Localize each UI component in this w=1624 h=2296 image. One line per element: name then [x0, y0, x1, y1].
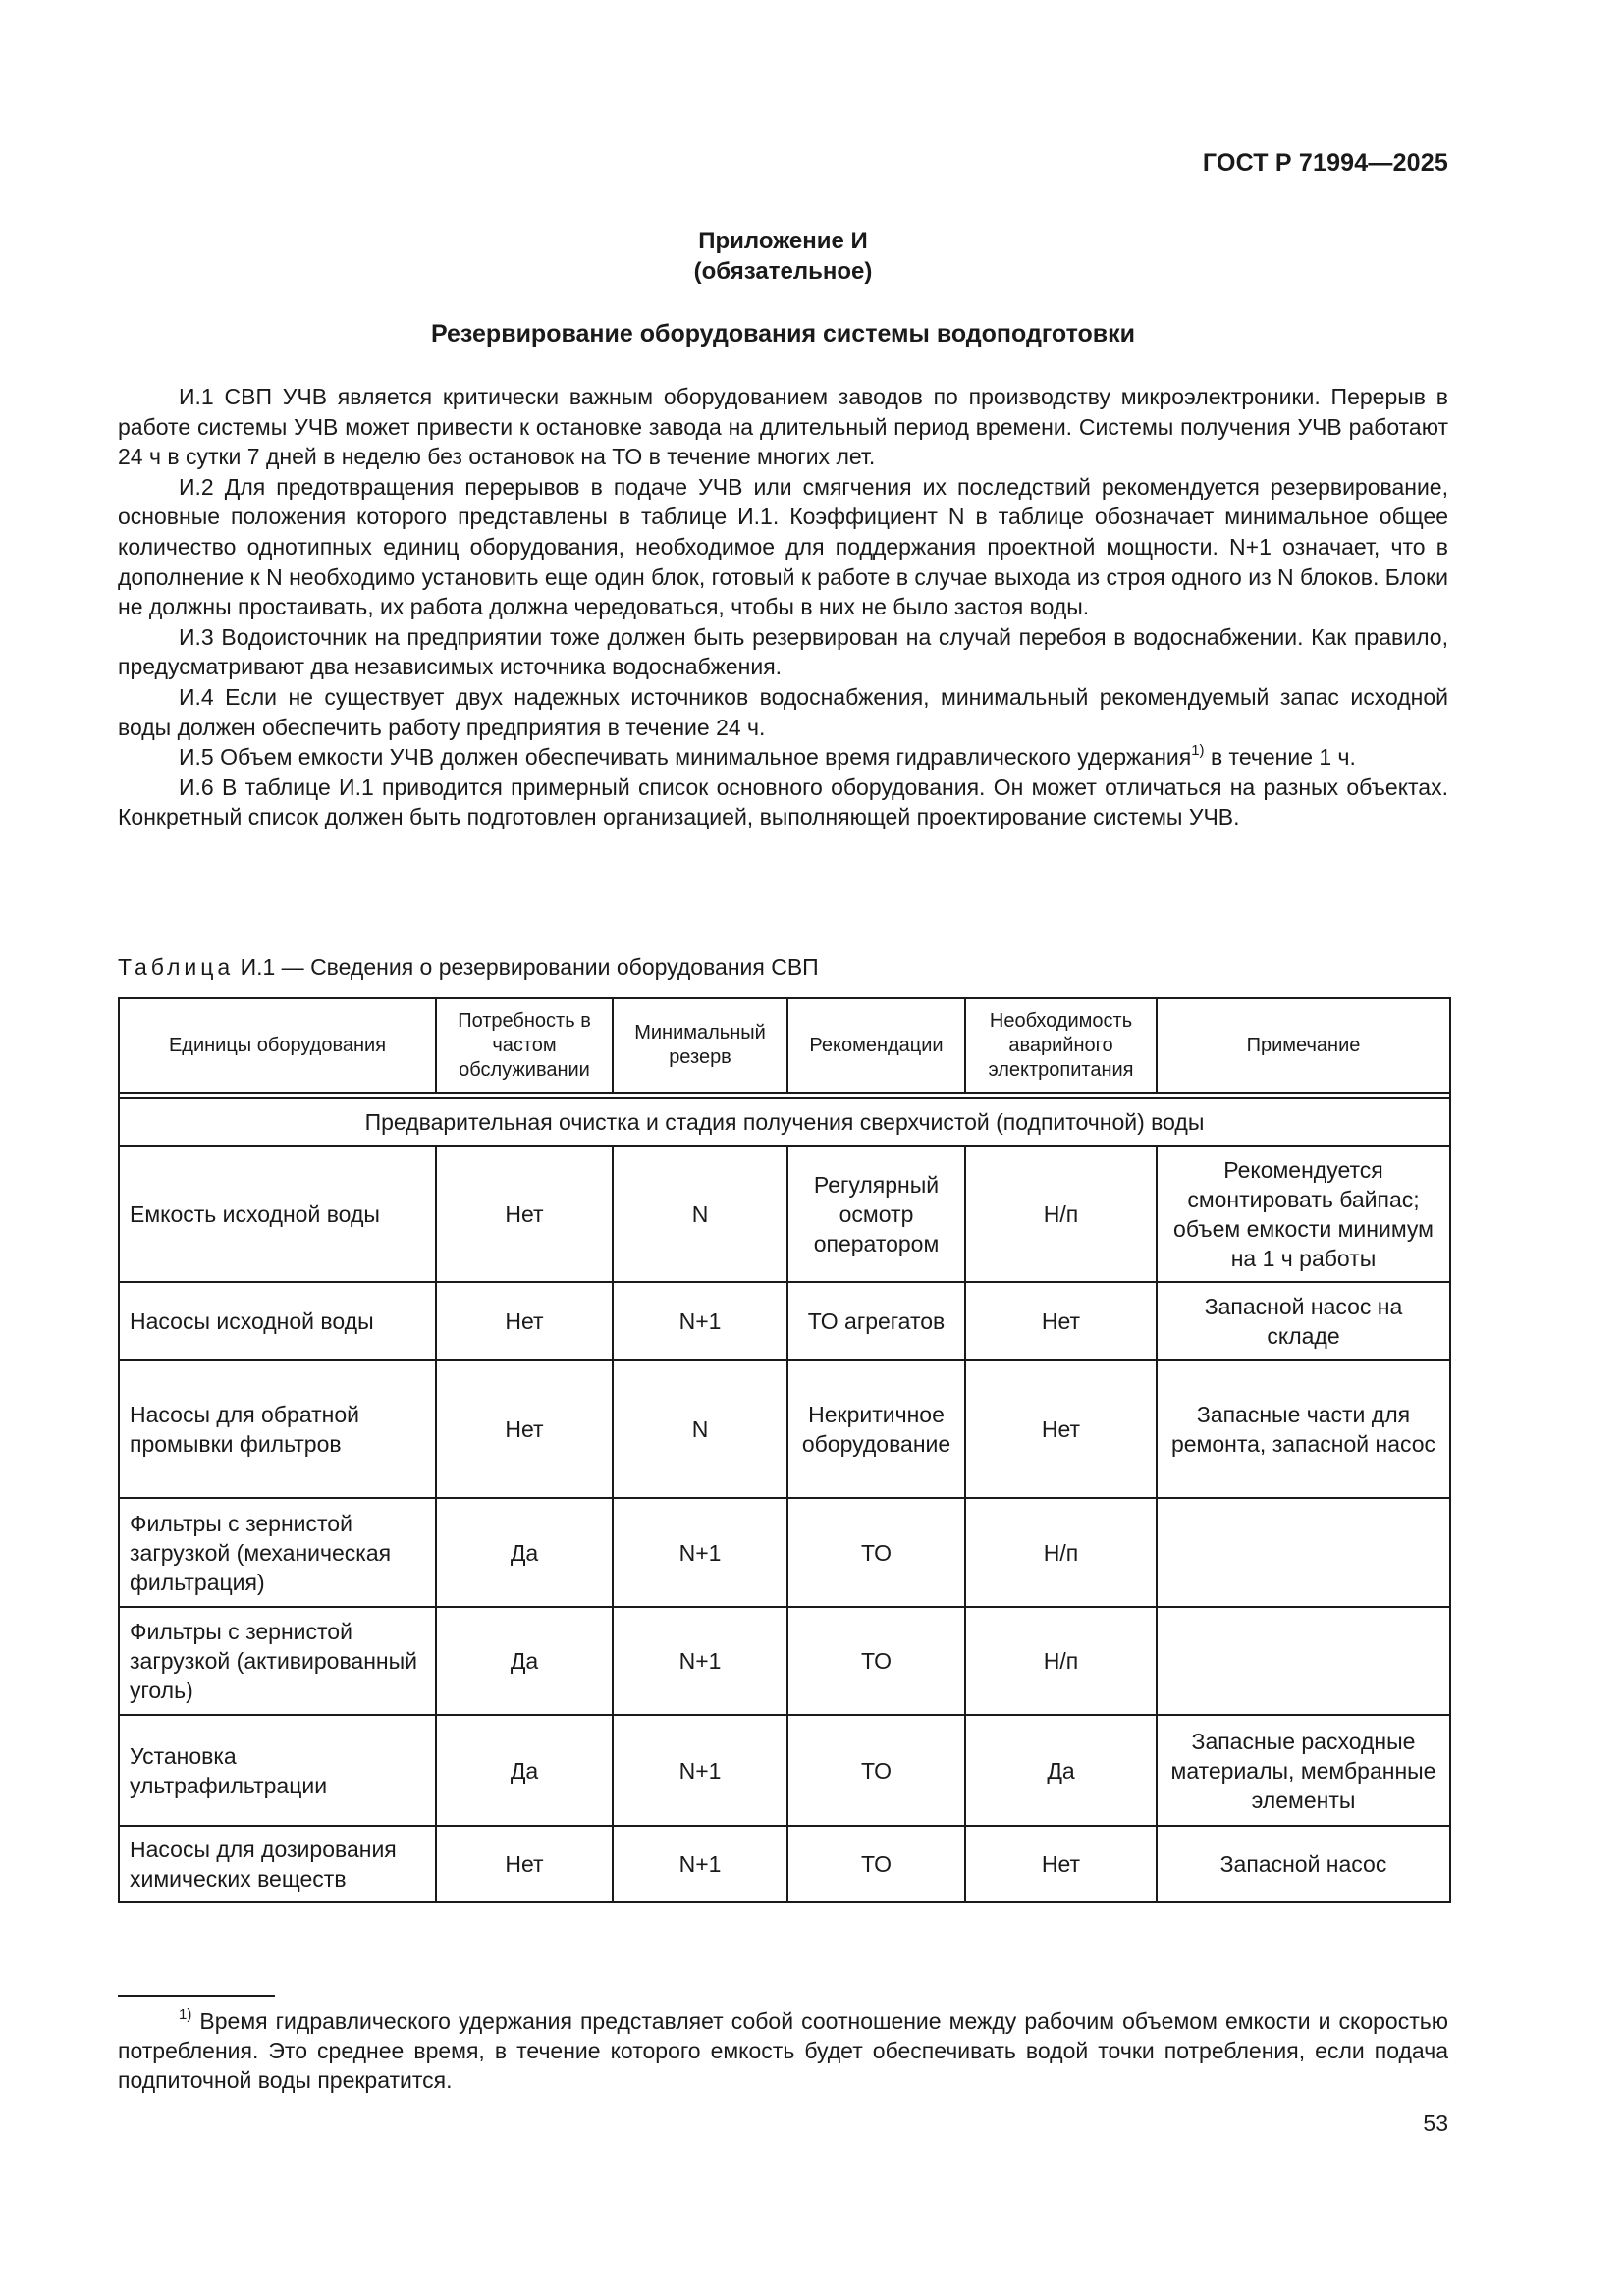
group-title: Предварительная очистка и стадия получения сверхчистой (подпиточной) воды — [119, 1098, 1450, 1146]
cell-reserve: N — [613, 1360, 787, 1498]
table-row — [119, 1607, 1450, 1715]
paragraph: И.3 Водоисточник на предприятии тоже должен быть резервирован на случай перебоя в водоснабжении. Как правило, предусматривают два независимых источника водоснабжения. — [118, 623, 1448, 680]
cell-unit: Насосы для обратной промывки фильтров — [119, 1360, 436, 1498]
cell-recommendations: ТО агрегатов — [787, 1282, 965, 1360]
table-row — [119, 1498, 1450, 1607]
footnote-mark: 1) — [179, 2006, 192, 2024]
cell-reserve: N — [613, 1146, 787, 1282]
paragraph: И.2 Для предотвращения перерывов в подаче УЧВ или смягчения их последствий рекомендуется резервирование, основные положения которого представлены в таблице И.1. Коэффициент N в таблице обозначает минимальное общее количество однотипных единиц оборудования, необходимое для поддержания проектной мощности. N+1 означает, что в дополнение к N необходимо установить еще один блок, готовый к работе в случае выхода из строя одного из N блоков. Блоки не должны простаивать, их работа должна чередоваться, чтобы в них не было застоя воды. — [118, 473, 1448, 620]
section-title: Резервирование оборудования системы водоподготовки — [430, 320, 1136, 347]
header-note: Примечание — [1157, 998, 1450, 1093]
cell-power: Н/п — [965, 1146, 1157, 1282]
cell-unit: Фильтры с зернистой загрузкой (активированный уголь) — [119, 1607, 436, 1715]
paragraph-text: И.5 Объем емкости УЧВ должен обеспечивать минимальное время гидравлического удержания — [179, 744, 1192, 771]
cell-reserve: N+1 — [613, 1826, 787, 1902]
appendix-heading — [118, 226, 1448, 287]
cell-power: Нет — [965, 1826, 1157, 1902]
footnote-rule — [118, 1995, 275, 1997]
table-row — [119, 1282, 1450, 1360]
header-frequent-service: Потребность в частом обслуживании — [436, 998, 613, 1093]
paragraph — [118, 742, 1448, 773]
cell-note: Запасной насос на складе — [1157, 1282, 1450, 1360]
table-caption — [118, 954, 819, 981]
cell-reserve: N+1 — [613, 1282, 787, 1360]
cell-frequent: Нет — [436, 1360, 613, 1498]
cell-unit: Фильтры с зернистой загрузкой (механическая фильтрация) — [119, 1498, 436, 1607]
cell-frequent: Да — [436, 1607, 613, 1715]
cell-unit: Установка ультрафильтрации — [119, 1715, 436, 1826]
cell-recommendations: Некритичное оборудование — [787, 1360, 965, 1498]
footnote-reference[interactable]: 1) — [1191, 742, 1205, 760]
header-recommendations: Рекомендации — [787, 998, 965, 1093]
table-row — [119, 1360, 1450, 1498]
equipment-table — [118, 997, 1451, 1903]
cell-reserve: N+1 — [613, 1607, 787, 1715]
footnote-paragraph — [118, 2006, 1448, 2095]
cell-frequent: Да — [436, 1715, 613, 1826]
table-caption-text: И.1 — Сведения о резервировании оборудования СВП — [234, 954, 819, 980]
paragraph-text: в течение 1 ч. — [1204, 744, 1356, 771]
cell-note: Запасные части для ремонта, запасной насос — [1157, 1360, 1450, 1498]
table-header-row — [119, 998, 1450, 1093]
cell-note: Рекомендуется смонтировать байпас; объем емкости минимум на 1 ч работы — [1157, 1146, 1450, 1282]
cell-note: Запасной насос — [1157, 1826, 1450, 1902]
cell-frequent: Да — [436, 1498, 613, 1607]
cell-recommendations: ТО — [787, 1498, 965, 1607]
cell-frequent: Нет — [436, 1282, 613, 1360]
cell-frequent: Нет — [436, 1826, 613, 1902]
cell-recommendations: ТО — [787, 1607, 965, 1715]
cell-recommendations: ТО — [787, 1826, 965, 1902]
paragraph: И.4 Если не существует двух надежных источников водоснабжения, минимальный рекомендуемый запас исходной воды должен обеспечить работу предприятия в течение 24 ч. — [118, 683, 1448, 740]
cell-unit: Насосы для дозирования химических веществ — [119, 1826, 436, 1902]
cell-unit: Насосы исходной воды — [119, 1282, 436, 1360]
appendix-title: Приложение И — [698, 228, 868, 254]
cell-power: Да — [965, 1715, 1157, 1826]
footnote-text: Время гидравлического удержания представляет собой соотношение между рабочим объемом емкости и скоростью потребления. Это среднее время, в течение которого емкость будет обеспечивать водой точки потребления, если подача подпиточной воды прекратится. — [118, 2008, 1448, 2093]
cell-power: Н/п — [965, 1498, 1157, 1607]
cell-power: Нет — [965, 1360, 1157, 1498]
cell-note: Запасные расходные материалы, мембранные элементы — [1157, 1715, 1450, 1826]
paragraph: И.6 В таблице И.1 приводится примерный список основного оборудования. Он может отличаться на разных объектах. Конкретный список должен быть подготовлен организацией, выполняющей проектирование системы УЧВ. — [118, 774, 1448, 830]
table-row — [119, 1715, 1450, 1826]
header-unit: Единицы оборудования — [119, 998, 436, 1093]
cell-recommendations: ТО — [787, 1715, 965, 1826]
paragraph: И.1 СВП УЧВ является критически важным оборудованием заводов по производству микроэлектроники. Перерыв в работе системы УЧВ может привести к остановке завода на длительный период времени. Системы получения УЧВ работают 24 ч в сутки 7 дней в неделю без остановок на ТО в течение многих лет. — [118, 384, 1448, 470]
table-group-row — [119, 1098, 1450, 1146]
table-row — [119, 1146, 1450, 1282]
cell-power: Нет — [965, 1282, 1157, 1360]
table-row — [119, 1826, 1450, 1902]
cell-note — [1157, 1607, 1450, 1715]
footnote — [118, 2006, 1448, 2095]
cell-power: Н/п — [965, 1607, 1157, 1715]
cell-unit: Емкость исходной воды — [119, 1146, 436, 1282]
document-code: ГОСТ Р 71994—2025 — [1202, 149, 1448, 177]
cell-note — [1157, 1498, 1450, 1607]
cell-reserve: N+1 — [613, 1498, 787, 1607]
header-min-reserve: Минимальный резерв — [613, 998, 787, 1093]
cell-frequent: Нет — [436, 1146, 613, 1282]
appendix-status: (обязательное) — [693, 258, 873, 285]
body-text — [118, 382, 1448, 832]
cell-recommendations: Регулярный осмотр оператором — [787, 1146, 965, 1282]
cell-reserve: N+1 — [613, 1715, 787, 1826]
header-emergency-power: Необходимость аварийного электропитания — [965, 998, 1157, 1093]
table-caption-label: Таблица — [118, 954, 235, 980]
page-number: 53 — [1423, 2110, 1448, 2136]
